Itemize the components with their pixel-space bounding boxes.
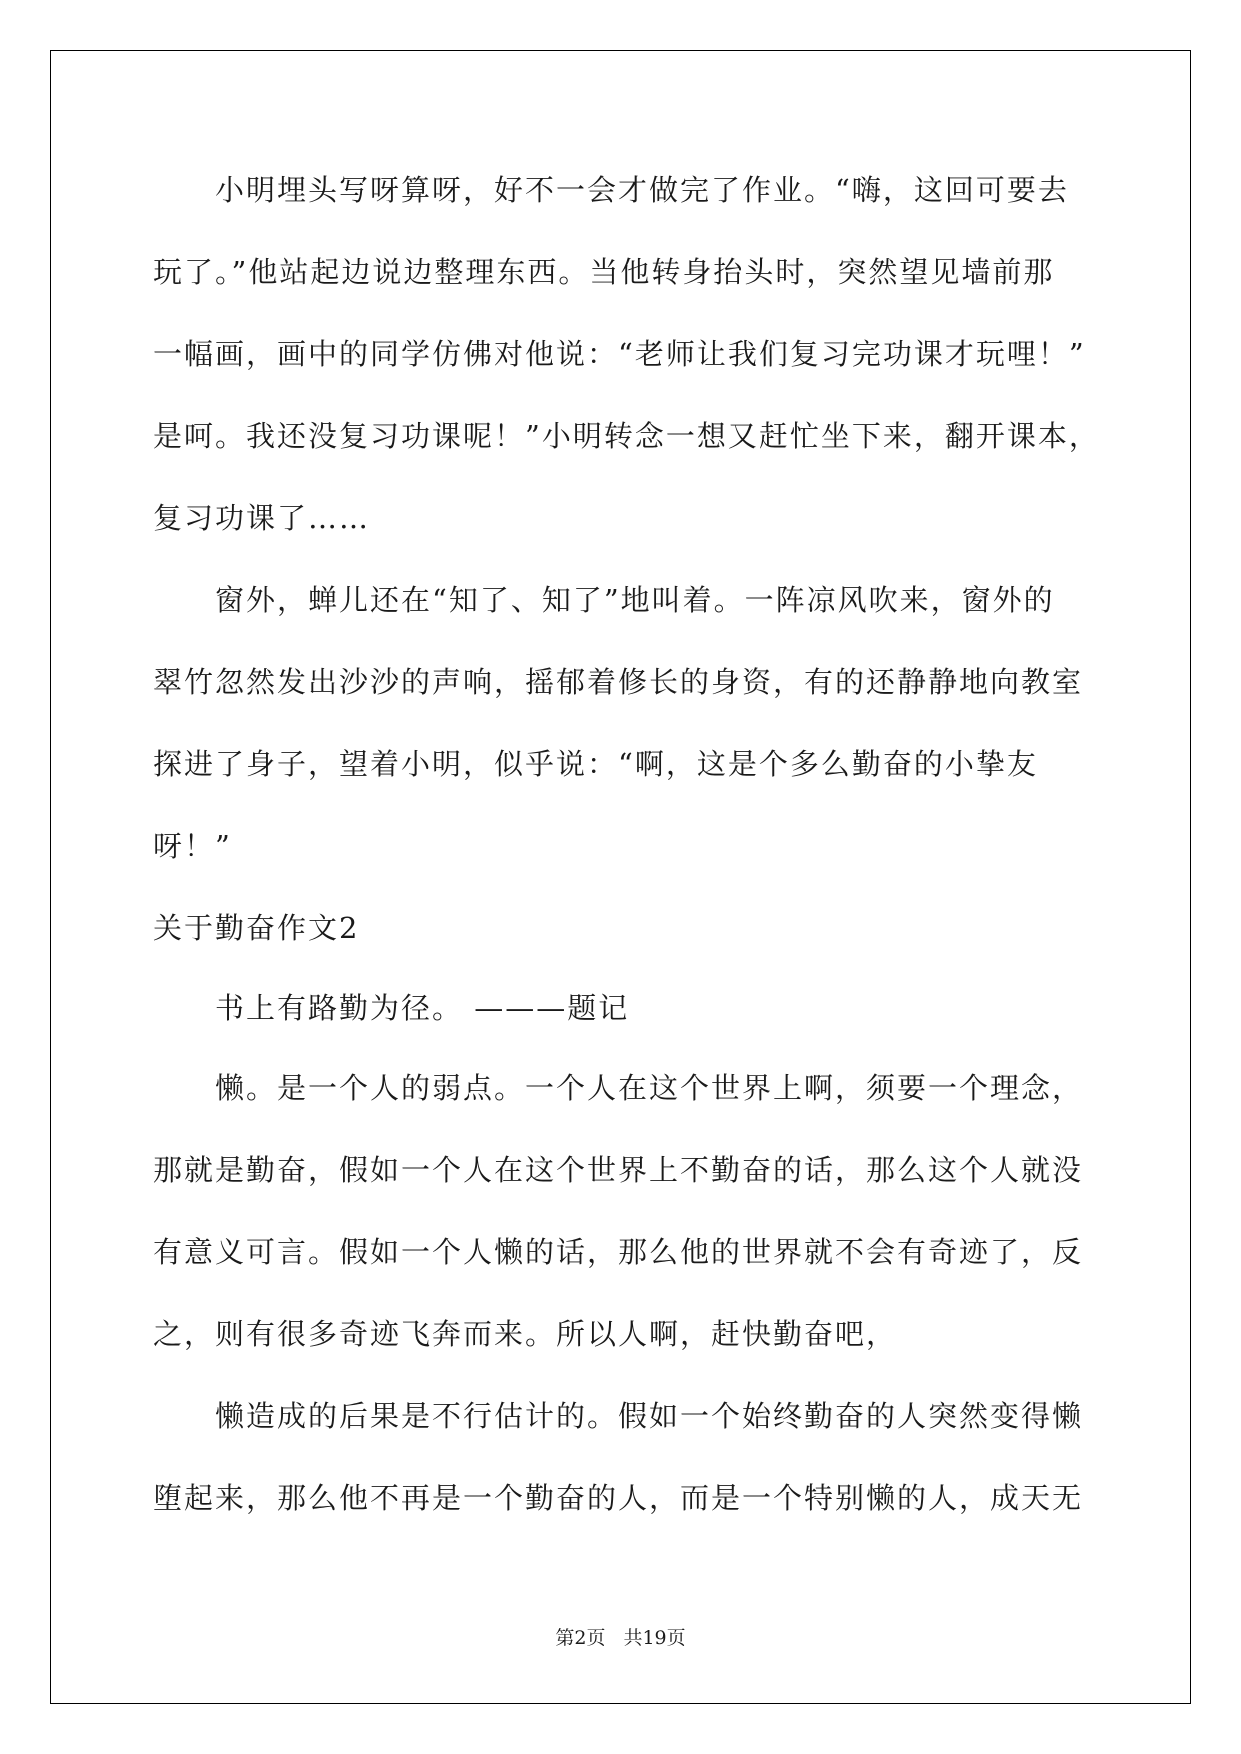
paragraph-line: 一幅画，画中的同学仿佛对他说：“老师让我们复习完功课才玩哩！” — [153, 337, 1086, 371]
paragraph-line: 堕起来，那么他不再是一个勤奋的人，而是一个特别懒的人，成天无 — [153, 1481, 1084, 1515]
paragraph-line: 窗外，蝉儿还在“知了、知了”地叫着。一阵凉风吹来，窗外的 — [215, 583, 1055, 617]
paragraph-line: 翠竹忽然发出沙沙的声响，摇郁着修长的身资，有的还静静地向教室 — [153, 665, 1084, 699]
paragraph-line: 探进了身子，望着小明，似乎说：“啊，这是个多么勤奋的小挚友 — [153, 747, 1038, 781]
paragraph-line: 是呵。我还没复习功课呢！”小明转念一想又赶忙坐下来，翻开课本， — [153, 419, 1100, 453]
paragraph-line: 小明埋头写呀算呀，好不一会才做完了作业。“嗨，这回可要去 — [215, 173, 1069, 207]
paragraph-line: 呀！” — [153, 829, 232, 863]
paragraph-line: 之，则有很多奇迹飞奔而来。所以人啊，赶快勤奋吧， — [153, 1317, 898, 1351]
paragraph-line: 玩了。”他站起边说边整理东西。当他转身抬头时，突然望见墙前那 — [153, 255, 1055, 289]
document-body — [153, 160, 1100, 1550]
paragraph-line: 有意义可言。假如一个人懒的话，那么他的世界就不会有奇迹了，反 — [153, 1235, 1084, 1269]
page-number: 第2页 — [555, 1627, 606, 1649]
paragraph-line: 那就是勤奋，假如一个人在这个世界上不勤奋的话，那么这个人就没 — [153, 1153, 1084, 1187]
paragraph-line: 懒造成的后果是不行估计的。假如一个始终勤奋的人突然变得懒 — [215, 1399, 1084, 1433]
paragraph-line: 复习功课了…… — [153, 501, 371, 535]
epigraph-line: 书上有路勤为径。 ———题记 — [215, 991, 630, 1025]
page-total: 共19页 — [623, 1627, 686, 1649]
paragraph-line: 懒。是一个人的弱点。一个人在这个世界上啊，须要一个理念， — [215, 1071, 1084, 1105]
page-footer — [0, 1626, 1241, 1650]
section-heading: 关于勤奋作文2 — [153, 911, 360, 945]
